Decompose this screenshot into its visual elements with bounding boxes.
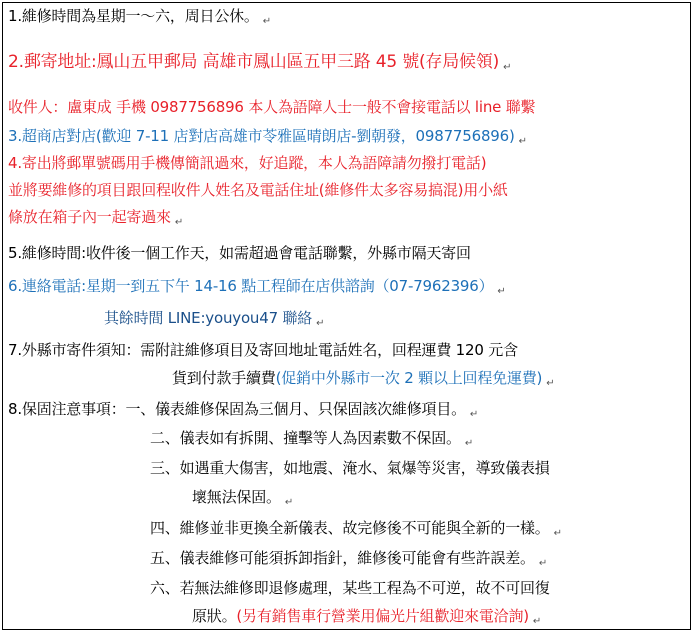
line-warranty-item-4: 四、維修並非更換全新儀表、故完修後不可能與全新的一樣。 $_↵$ (150, 519, 562, 539)
line-tracking-notice: 4.寄出將郵單號碼用手機傳簡訊過來，好追蹤，本人為語障請勿撥打電話) (8, 154, 487, 172)
line-warranty-item-6-cont: 原狀。(另有銷售車行營業用偏光片組歡迎來電洽詢) $_↵$ (192, 607, 542, 627)
line-mail-address: 2.郵寄地址:鳳山五甲郵局 高雄市鳳山區五甲三路 45 號(存局候領) ↵ (8, 52, 512, 73)
line-out-of-town-notice: 7.外縣市寄件須知：需附註維修項目及寄回地址電話姓名，回程運費 120 元含 (8, 341, 518, 359)
line-turnaround-time: 5.維修時間:收件後一個工作天，如需超過會電話聯繫，外縣市隔天寄回 (8, 244, 471, 262)
line-warranty-item-3-cont: 壞無法保固。 $_↵$ (192, 488, 293, 508)
line-warranty-item-2: 二、儀表如有拆開、撞擊等人為因素數不保固。 $_↵$ (150, 429, 473, 449)
line-out-of-town-fee: 貨到付款手續費(促銷中外縣市一次 2 顆以上回程免運費) $_↵$ (172, 369, 555, 389)
line-packing-instructions-cont: 條放在箱子內一起寄過來 $_↵$ (8, 208, 183, 228)
line-warranty-heading: 8.保固注意事項：一、儀表維修保固為三個月、只保固該次維修項目。 $_↵$ (8, 400, 479, 420)
line-contact-phone: 6.連絡電話:星期一到五下午 14-16 點工程師在店供諮詢（07-7962396） $_↵$ (8, 277, 506, 297)
line-service-days: 1.維修時間為星期一～六，周日公休。 $_↵$ (8, 7, 271, 27)
line-warranty-item-5: 五、儀表維修可能須拆卸指針，維修後可能會有些許誤差。 $_↵$ (150, 549, 547, 569)
line-store-to-store: 3.超商店對店(歡迎 7-11 店對店高雄市苓雅區晴朗店-劉朝發，0987756896) $_↵$ (8, 127, 527, 147)
line-line-contact: 其餘時間 LINE:youyou47 聯絡 $_↵$ (104, 309, 325, 329)
line-recipient: 收件人：盧東成 手機 0987756896 本人為語障人士一般不會接電話以 line 聯繫 (8, 98, 536, 116)
line-warranty-item-6: 六、若無法維修即退修處理，某些工程為不可逆，故不可回復 (150, 579, 550, 597)
line-packing-instructions: 並將要維修的項目跟回程收件人姓名及電話住址(維修件太多容易搞混)用小紙 (8, 181, 508, 199)
line-warranty-item-3: 三、如遇重大傷害，如地震、淹水、氣爆等災害，導致儀表損 (150, 459, 550, 477)
